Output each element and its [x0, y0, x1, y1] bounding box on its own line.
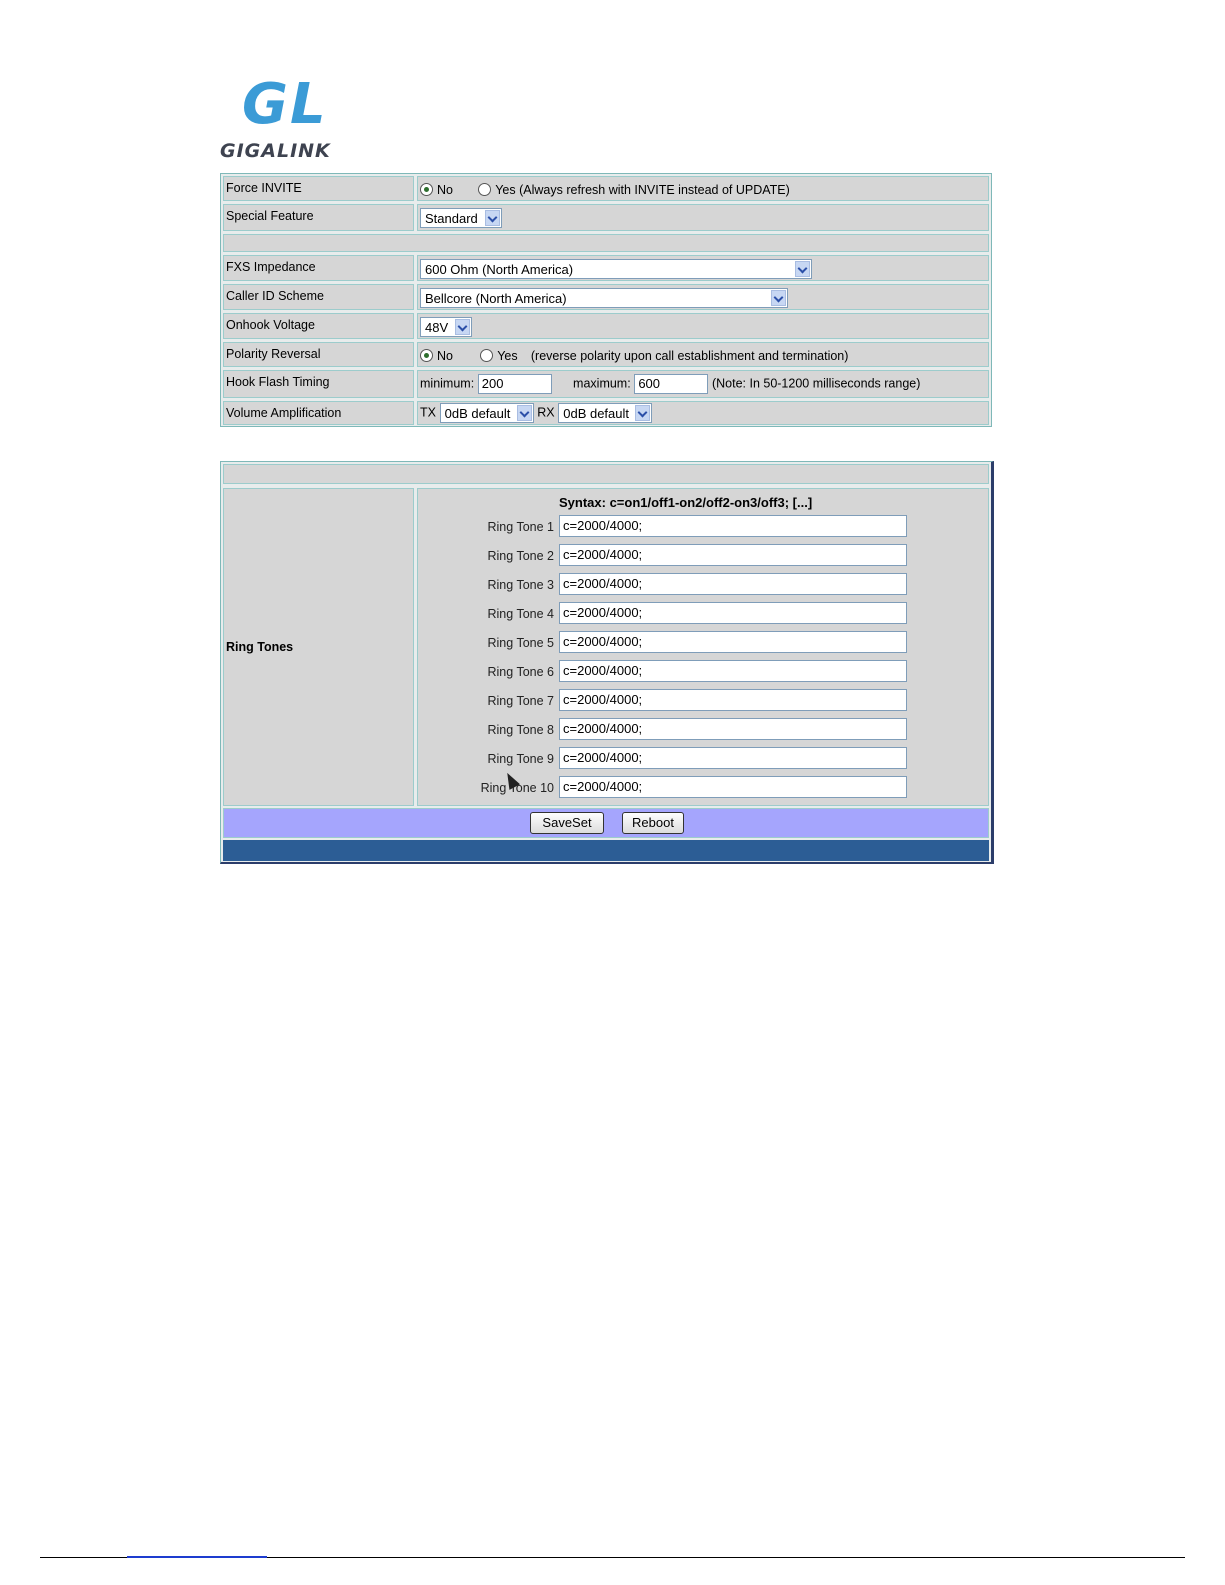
ring-tone-label: Ring Tone 8 — [487, 723, 554, 737]
special-feature-label: Special Feature — [226, 209, 314, 223]
row-caller-id — [223, 284, 989, 310]
row-fxs-impedance — [223, 255, 989, 281]
ring-tone-row — [418, 689, 988, 715]
force-invite-no-label: No — [437, 183, 453, 197]
ring-tone-label: Ring Tone 10 — [480, 781, 554, 795]
rx-label: RX — [537, 405, 555, 420]
fxs-impedance-value: 600 Ohm (North America) — [425, 262, 574, 277]
ring-tone-input[interactable]: c=2000/4000; — [559, 573, 907, 595]
force-invite-yes-label: Yes (Always refresh with INVITE instead of UPDATE) — [495, 183, 790, 197]
logo-mark: GL — [242, 72, 328, 137]
rx-value: 0dB default — [563, 406, 630, 421]
hook-flash-min-input[interactable]: 200 — [478, 374, 552, 394]
chevron-down-icon — [795, 261, 810, 277]
caller-id-label: Caller ID Scheme — [226, 289, 324, 303]
ring-tone-input[interactable]: c=2000/4000; — [559, 602, 907, 624]
fxs-impedance-select[interactable] — [420, 259, 812, 279]
section-separator — [223, 234, 989, 252]
chevron-down-icon — [635, 405, 650, 421]
ring-tone-input[interactable]: c=2000/4000; — [559, 689, 907, 711]
ring-tone-input[interactable]: c=2000/4000; — [559, 660, 907, 682]
row-ring-tones — [223, 488, 989, 806]
ring-tone-label: Ring Tone 7 — [487, 694, 554, 708]
ring-tone-label: Ring Tone 4 — [487, 607, 554, 621]
ring-tone-row — [418, 747, 988, 773]
ring-tone-row — [418, 718, 988, 744]
row-volume — [223, 401, 989, 425]
save-set-button[interactable]: SaveSet — [530, 812, 604, 834]
ring-tone-label: Ring Tone 2 — [487, 549, 554, 563]
ring-tone-label: Ring Tone 5 — [487, 636, 554, 650]
ring-tone-input[interactable]: c=2000/4000; — [559, 544, 907, 566]
ring-tones-syntax: Syntax: c=on1/off1-on2/off2-on3/off3; [...] — [559, 495, 813, 510]
onhook-voltage-select[interactable] — [420, 317, 472, 337]
force-invite-no-radio[interactable] — [420, 183, 433, 196]
force-invite-label: Force INVITE — [226, 181, 302, 195]
ring-tone-row — [418, 631, 988, 657]
chevron-down-icon — [485, 210, 500, 226]
polarity-reversal-label: Polarity Reversal — [226, 347, 321, 361]
special-feature-value: Standard — [425, 211, 478, 226]
hook-flash-label: Hook Flash Timing — [226, 375, 330, 389]
polarity-no-radio[interactable] — [420, 349, 433, 362]
footer-bar — [223, 840, 989, 861]
tx-value: 0dB default — [444, 406, 511, 421]
ring-tone-label: Ring Tone 9 — [487, 752, 554, 766]
chevron-down-icon — [517, 405, 532, 421]
polarity-no-label: No — [437, 349, 453, 363]
gigalink-logo — [220, 72, 380, 164]
ring-tone-row — [418, 573, 988, 599]
ring-tone-input[interactable]: c=2000/4000; — [559, 718, 907, 740]
ring-tone-label: Ring Tone 3 — [487, 578, 554, 592]
ring-tone-row — [418, 544, 988, 570]
ring-tone-input[interactable]: c=2000/4000; — [559, 515, 907, 537]
special-feature-select[interactable] — [420, 208, 502, 228]
ring-tone-row — [418, 660, 988, 686]
ring-tone-row — [418, 515, 988, 541]
chevron-down-icon — [455, 319, 470, 335]
settings-panel-top — [220, 173, 992, 427]
hook-flash-max-label: maximum: — [573, 376, 631, 391]
volume-label: Volume Amplification — [226, 406, 342, 420]
ring-tones-cell — [417, 488, 989, 806]
hook-flash-min-label: minimum: — [420, 376, 475, 391]
row-polarity-reversal — [223, 342, 989, 367]
ring-tone-label: Ring Tone 1 — [487, 520, 554, 534]
ring-tone-row — [418, 602, 988, 628]
chevron-down-icon — [771, 290, 786, 306]
polarity-yes-radio[interactable] — [480, 349, 493, 362]
action-bar — [223, 808, 989, 838]
tx-label: TX — [420, 405, 436, 420]
polarity-note: (reverse polarity upon call establishment and termination) — [530, 349, 849, 363]
ring-tones-label: Ring Tones — [226, 640, 294, 654]
row-force-invite — [223, 176, 989, 201]
ring-tone-input[interactable]: c=2000/4000; — [559, 631, 907, 653]
logo-brand: GIGALINK — [220, 140, 331, 162]
caller-id-select[interactable] — [420, 288, 788, 308]
row-special-feature — [223, 204, 989, 231]
ring-tone-input[interactable]: c=2000/4000; — [559, 747, 907, 769]
ring-tone-label: Ring Tone 6 — [487, 665, 554, 679]
onhook-voltage-label: Onhook Voltage — [226, 318, 315, 332]
row-onhook-voltage — [223, 313, 989, 339]
hook-flash-note: (Note: In 50-1200 milliseconds range) — [711, 376, 921, 391]
cropped-row — [223, 464, 989, 484]
tx-select[interactable] — [440, 403, 534, 423]
fxs-impedance-label: FXS Impedance — [226, 260, 316, 274]
rx-select[interactable] — [558, 403, 652, 423]
hook-flash-max-input[interactable]: 600 — [634, 374, 708, 394]
ring-tone-input[interactable]: c=2000/4000; — [559, 776, 907, 798]
force-invite-yes-radio[interactable] — [478, 183, 491, 196]
row-hook-flash — [223, 370, 989, 398]
reboot-button[interactable]: Reboot — [622, 812, 684, 834]
settings-panel-bottom — [220, 461, 994, 864]
onhook-voltage-value: 48V — [425, 320, 449, 335]
polarity-yes-label: Yes — [497, 349, 518, 363]
caller-id-value: Bellcore (North America) — [425, 291, 567, 306]
footer-link-underline — [127, 1556, 267, 1558]
